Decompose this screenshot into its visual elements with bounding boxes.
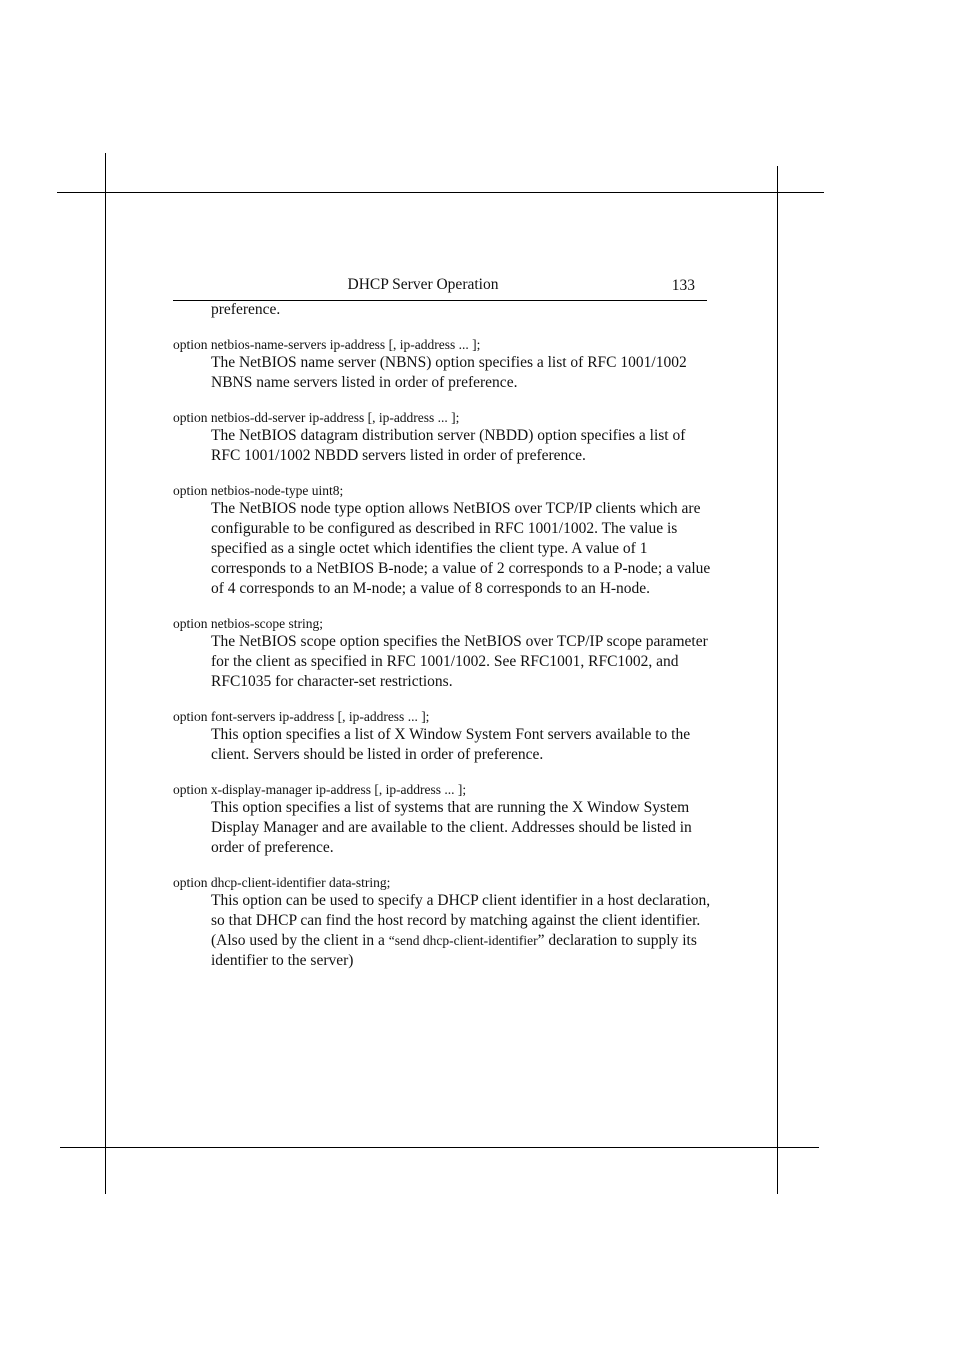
continued-text: preference.	[211, 301, 281, 318]
option-entry-dhcp-client-identifier	[173, 874, 713, 971]
option-syntax: option netbios-node-type uint8;	[173, 483, 344, 498]
crop-mark-right-line	[777, 166, 778, 1194]
option-entry-netbios-node-type	[173, 482, 713, 599]
option-syntax: option netbios-name-servers ip-address [, ip-address ... ];	[173, 337, 481, 352]
option-description: The NetBIOS datagram distribution server (NBDD) option specifies a list of RFC 1001/1002 NBDD servers listed in order of preference.	[211, 427, 686, 464]
option-syntax: option x-display-manager ip-address [, ip-address ... ];	[173, 782, 467, 797]
option-syntax: option netbios-scope string;	[173, 616, 323, 631]
option-entry-netbios-scope	[173, 615, 713, 692]
option-entry-font-servers	[173, 708, 713, 765]
running-head	[173, 276, 707, 301]
option-entry-netbios-name-servers	[173, 336, 713, 393]
page-body	[173, 300, 713, 971]
description-text: ” declaration to supply its identifier to the server)	[211, 932, 697, 969]
option-syntax: option font-servers ip-address [, ip-address ... ];	[173, 709, 430, 724]
inline-code: “send dhcp-client-identifier	[388, 933, 538, 948]
option-description: The NetBIOS scope option specifies the NetBIOS over TCP/IP scope parameter for the client as specified in RFC 1001/1002. See RFC1001, RFC1002, and RFC1035 for character-set restrictions.	[211, 633, 708, 690]
option-syntax: option dhcp-client-identifier data-string;	[173, 875, 391, 890]
option-description: The NetBIOS name server (NBNS) option specifies a list of RFC 1001/1002 NBNS name servers listed in order of preference.	[211, 354, 687, 391]
option-description: The NetBIOS node type option allows NetBIOS over TCP/IP clients which are configurable to be configured as described in RFC 1001/1002. The value is specified as a single octet which identifies the client type. A value of 1 corresponds to a NetBIOS B-node; a value of 2 corresponds to a P-node; a value of 4 corresponds to an M-node; a value of 8 corresponds to an H-node.	[211, 500, 711, 597]
option-description	[211, 891, 713, 971]
running-head-title: DHCP Server Operation	[347, 276, 499, 293]
option-entry-netbios-dd-server	[173, 409, 713, 466]
crop-mark-bottom-line	[60, 1147, 819, 1148]
crop-mark-top-line	[57, 192, 824, 193]
page-number: 133	[671, 277, 695, 294]
description-text: This option can be used to specify a DHCP client identifier in a host declaration, so that DHCP can find the host record by matching against the client identifier. (Also used by the client in a	[211, 892, 711, 949]
option-description: This option specifies a list of systems that are running the X Window System Display Manager and are available to the client. Addresses should be listed in order of preference.	[211, 799, 692, 856]
option-entry-x-display-manager	[173, 781, 713, 858]
option-description: This option specifies a list of X Window System Font servers available to the client. Servers should be listed in order of preference.	[211, 726, 691, 763]
option-syntax: option netbios-dd-server ip-address [, ip-address ... ];	[173, 410, 460, 425]
crop-mark-left-line	[105, 153, 106, 1194]
